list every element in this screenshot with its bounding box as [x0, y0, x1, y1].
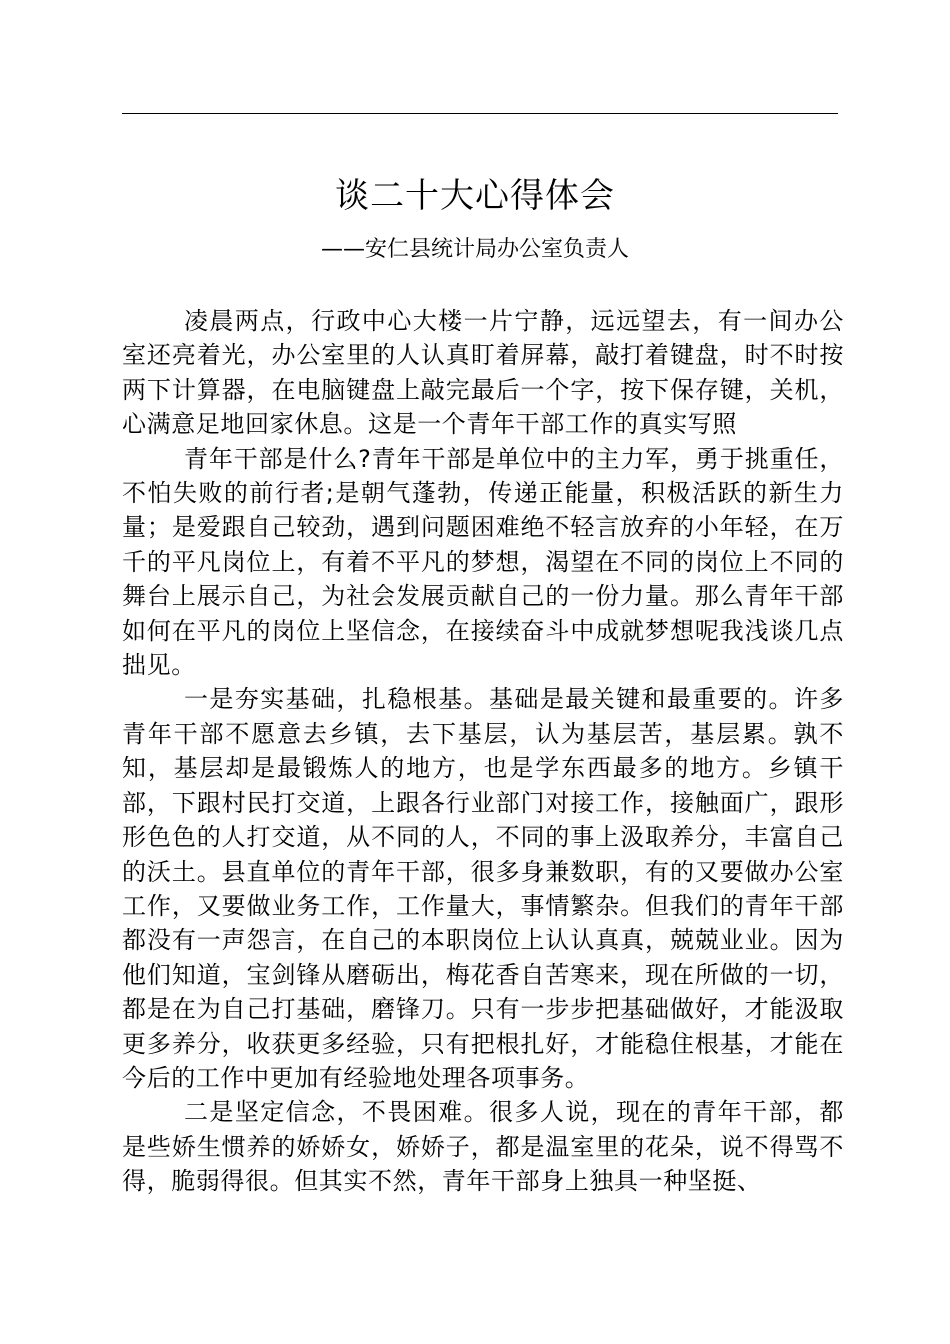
header-rule [122, 113, 838, 114]
document-body [122, 304, 844, 1199]
document-title: 谈二十大心得体会 [335, 176, 615, 216]
paragraph-1: 凌晨两点，行政中心大楼一片宁静，远远望去，有一间办公室还亮着光，办公室里的人认真盯着屏幕，敲打着键盘，时不时按两下计算器，在电脑键盘上敲完最后一个字，按下保存键，关机，心满意足地回家休息。这是一个青年干部工作的真实写照 [122, 307, 844, 439]
paragraph-3: 一是夯实基础，扎稳根基。基础是最关键和最重要的。许多青年干部不愿意去乡镇，去下基层，认为基层苦，基层累。孰不知，基层却是最锻炼人的地方，也是学东西最多的地方。乡镇干部，下跟村民打交道，上跟各行业部门对接工作，接触面广，跟形形色色的人打交道，从不同的人，不同的事上汲取养分，丰富自己的沃土。县直单位的青年干部，很多身兼数职，有的又要做办公室工作，又要做业务工作，工作量大，事情繁杂。但我们的青年干部都没有一声怨言，在自己的本职岗位上认认真真，兢兢业业。因为他们知道，宝剑锋从磨砺出，梅花香自苦寒来，现在所做的一切，都是在为自己打基础，磨锋刀。只有一步步把基础做好，才能汲取更多养分，收获更多经验，只有把根扎好，才能稳住根基，才能在今后的工作中更加有经验地处理各项事务。 [122, 685, 844, 1092]
document-subtitle: ——安仁县统计局办公室负责人 [320, 237, 629, 262]
paragraph-4: 二是坚定信念，不畏困难。很多人说，现在的青年干部，都是些娇生惯养的娇娇女，娇娇子，都是温室里的花朵，说不得骂不得，脆弱得很。但其实不然，青年干部身上独具一种坚挺、 [122, 1098, 844, 1196]
paragraph-2: 青年干部是什么?青年干部是单位中的主力军，勇于挑重任，不怕失败的前行者;是朝气蓬勃，传递正能量，积极活跃的新生力量；是爱跟自己较劲，遇到问题困难绝不轻言放弃的小年轻，在万千的平凡岗位上，有着不平凡的梦想，渴望在不同的岗位上不同的舞台上展示自己，为社会发展贡献自己的一份力量。那么青年干部如何在平凡的岗位上坚信念，在接续奋斗中成就梦想呢我浅谈几点拙见。 [122, 444, 844, 680]
